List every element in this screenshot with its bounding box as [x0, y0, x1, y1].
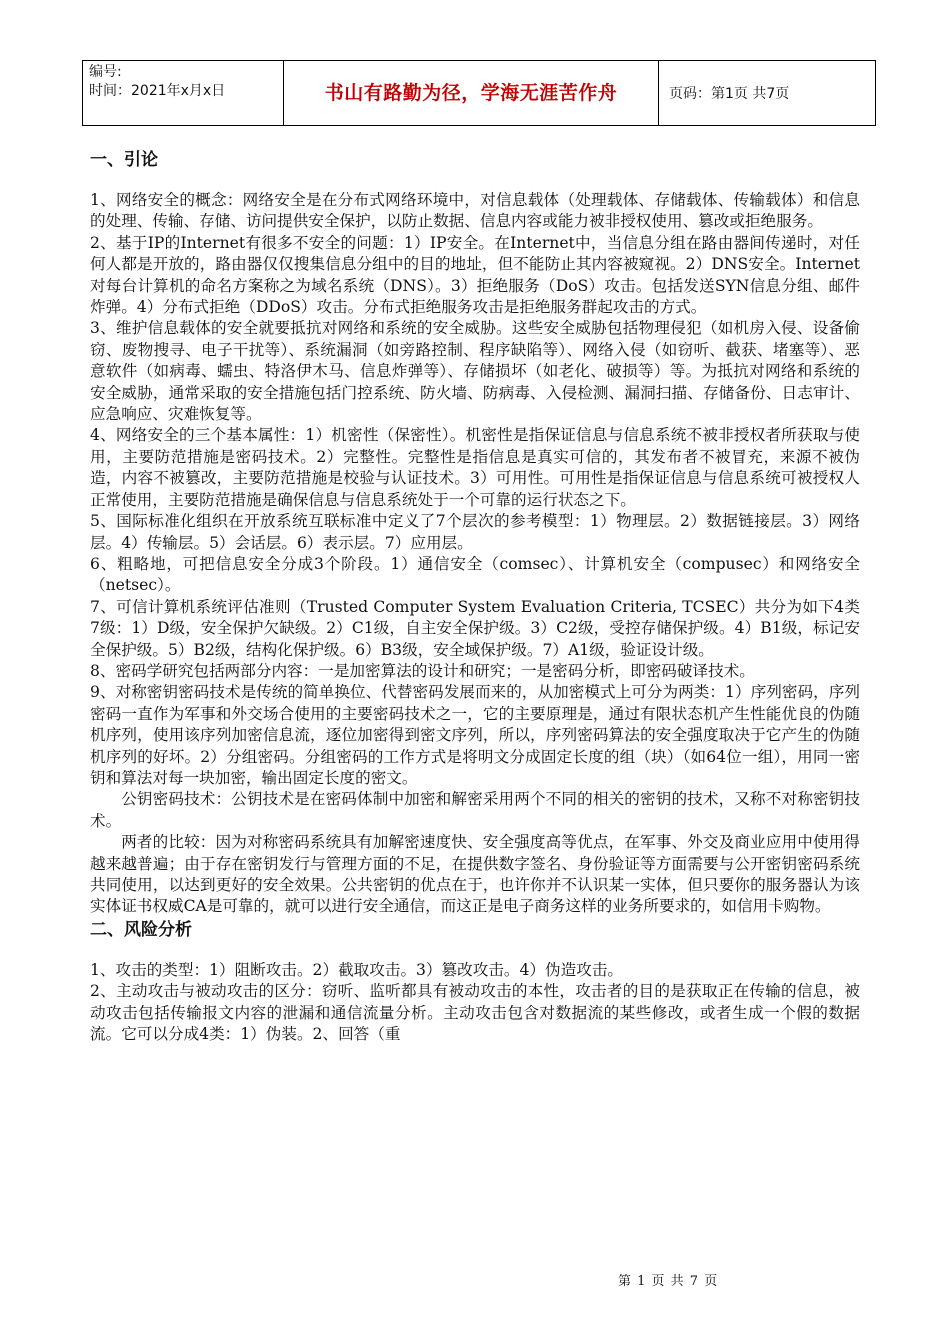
section-heading-risk: 二、风险分析 [90, 919, 192, 940]
page-number-label: 页码：第1页 共7页 [669, 86, 790, 102]
section-heading-intro: 一、引论 [90, 150, 158, 170]
document-header [82, 60, 876, 126]
indented-paragraph: 公钥密码技术：公钥技术是在密码体制中加密和解密采用两个不同的相关的密钥的技术，又称不对称密钥技术。 [90, 790, 860, 830]
header-page-cell [659, 61, 876, 126]
paragraph: 1、网络安全的概念：网络安全是在分布式网络环境中，对信息载体（处理载体、存储载体、传输载体）和信息的处理、传输、存储、访问提供安全保护，以防止数据、信息内容或能力被非授权使用、篡改或拒绝服务。 [90, 191, 860, 231]
serial-number-label: 编号: [89, 64, 122, 80]
paragraph: 1、攻击的类型：1）阻断攻击。2）截取攻击。3）篡改攻击。4）伪造攻击。 [90, 960, 624, 979]
date-label: 时间：2021年x月x日 [89, 83, 226, 99]
paragraph: 2、主动攻击与被动攻击的区分：窃听、监听都具有被动攻击的本性，攻击者的目的是获取正在传输的信息，被动攻击包括传输报文内容的泄漏和通信流量分析。主动攻击包含对数据流的某些修改，或者生成一个假的数据流。它可以分成4类：1）伪装。2、回答（重 [90, 982, 860, 1044]
paragraph: 2、基于IP的Internet有很多不安全的问题：1）IP安全。在Internet中，当信息分组在路由器间传递时，对任何人都是开放的，路由器仅仅搜集信息分组中的目的地址，但不能防止其内容被窥视。2）DNS安全。Internet对每台计算机的命名方案称之为域名系统（DNS）。3）拒绝服务（DoS）攻击。包括发送SYN信息分组、邮件炸弹。4）分布式拒绝（DDoS）攻击。分布式拒绝服务攻击是拒绝服务群起攻击的方式。 [90, 233, 860, 317]
paragraph: 5、国际标准化组织在开放系统互联标准中定义了7个层次的参考模型：1）物理层。2）数据链接层。3）网络层。4）传输层。5）会话层。6）表示层。7）应用层。 [90, 512, 860, 552]
paragraph: 9、对称密钥密码技术是传统的简单换位、代替密码发展而来的，从加密模式上可分为两类：1）序列密码，序列密码一直作为军事和外交场合使用的主要密码技术之一，它的主要原理是，通过有限状态机产生性能优良的伪随机序列，使用该序列加密信息流，逐位加密得到密文序列，所以，序列密码算法的安全强度取决于它产生的伪随机序列的好坏。2）分组密码。分组密码的工作方式是将明文分成固定长度的组（块）（如64位一组），用同一密钥和算法对每一块加密，输出固定长度的密文。 [90, 683, 860, 787]
paragraph: 6、粗略地，可把信息安全分成3个阶段。1）通信安全（comsec）、计算机安全（compusec）和网络安全（netsec）。 [90, 554, 860, 595]
paragraph: 7、可信计算机系统评估准则（Trusted Computer System Evaluation Criteria, TCSEC）共分为如下4类7级：1）D级，安全保护欠缺级。2）C1级，自主安全保护级。3）C2级，受控存储保护级。4）B1级，标记安全保护级。5）B2级，结构化保护级。6）B3级，安全域保护级。7）A1级，验证设计级。 [90, 597, 860, 659]
indented-paragraph: 两者的比较：因为对称密码系统具有加解密速度快、安全强度高等优点，在军事、外交及商业应用中使用得越来越普遍；由于存在密钥发行与管理方面的不足，在提供数字签名、身份验证等方面需要与公开密钥密码系统共同使用，以达到更好的安全效果。公共密钥的优点在于，也许你并不认识某一实体，但只要你的服务器认为该实体证书权威CA是可靠的，就可以进行安全通信，而这正是电子商务这样的业务所要求的，如信用卡购物。 [90, 833, 860, 916]
header-motto-cell [284, 61, 659, 126]
motto-text: 书山有路勤为径，学海无涯苦作舟 [324, 82, 618, 104]
paragraph: 8、密码学研究包括两部分内容：一是加密算法的设计和研究；一是密码分析，即密码破译技术。 [90, 661, 755, 680]
document-body [90, 148, 860, 1045]
paragraph: 4、网络安全的三个基本属性：1）机密性（保密性）。机密性是指保证信息与信息系统不被非授权者所获取与使用，主要防范措施是密码技术。2）完整性。完整性是指信息是真实可信的，其发布者不被冒充，来源不被伪造，内容不被篡改，主要防范措施是校验与认证技术。3）可用性。可用性是指保证信息与信息系统可被授权人正常使用，主要防范措施是确保信息与信息系统处于一个可靠的运行状态之下。 [90, 426, 860, 509]
paragraph: 3、维护信息载体的安全就要抵抗对网络和系统的安全威胁。这些安全威胁包括物理侵犯（如机房入侵、设备偷窃、废物搜寻、电子干扰等）、系统漏洞（如旁路控制、程序缺陷等）、网络入侵（如窃听、截获、堵塞等）、恶意软件（如病毒、蠕虫、特洛伊木马、信息炸弹等）、存储损坏（如老化、破损等）等。为抵抗对网络和系统的安全威胁，通常采取的安全措施包括门控系统、防火墙、防病毒、入侵检测、漏洞扫描、存储备份、日志审计、应急响应、灾难恢复等。 [90, 319, 860, 424]
header-meta-cell [83, 61, 284, 126]
page-footer: 第 1 页 共 7 页 [618, 1274, 719, 1289]
